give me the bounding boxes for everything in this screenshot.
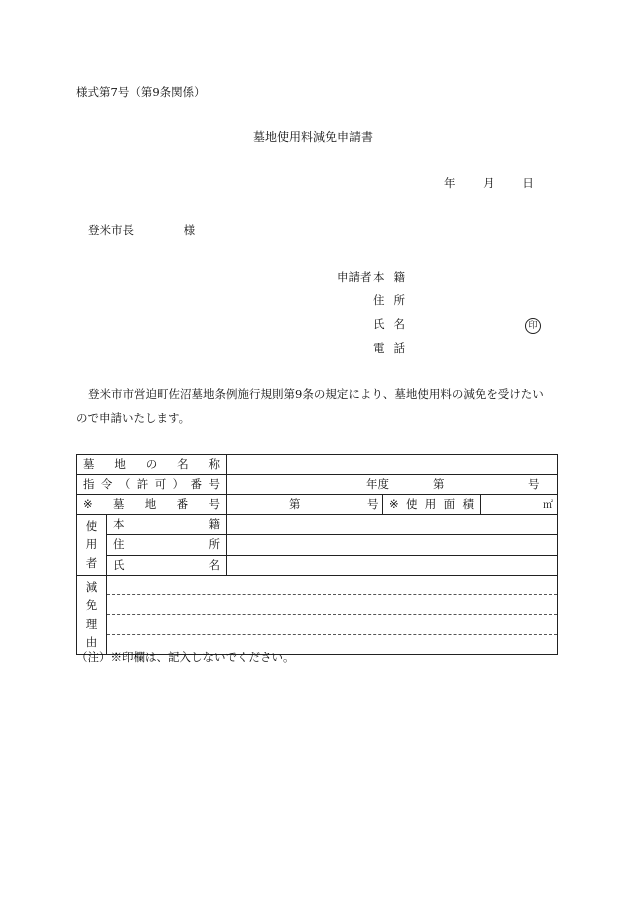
reason-field[interactable] xyxy=(107,576,558,655)
applicant-prefix: 申請者 xyxy=(337,270,372,284)
area-field[interactable] xyxy=(481,495,558,515)
row-plot-number xyxy=(77,495,558,515)
reason-label: 減 免 理 由 xyxy=(77,576,107,655)
area-label: ※ 使 用 面 積 xyxy=(383,495,481,515)
addressee-honorific: 様 xyxy=(183,223,196,237)
applicant-address-label: 住 所 xyxy=(373,293,405,307)
row-user-name xyxy=(77,555,558,575)
user-honseki-field[interactable] xyxy=(227,515,558,535)
applicant-name-label: 氏 名 xyxy=(373,317,405,331)
form-number: 様式第7号（第9条関係） xyxy=(76,85,206,99)
cemetery-name-label: 墓 地 の 名 称 xyxy=(77,455,227,475)
plot-number-label: ※ 墓 地 番 号 xyxy=(77,495,227,515)
user-address-label: 住 所 xyxy=(107,535,227,555)
permit-dai: 第 xyxy=(433,476,445,491)
reason-line xyxy=(107,615,557,635)
seal-mark xyxy=(525,318,541,334)
date-line xyxy=(444,178,534,190)
user-honseki-label: 本 籍 xyxy=(107,515,227,535)
permit-year: 年度 xyxy=(366,476,389,491)
permit-number-label: 指 令 （ 許 可 ） 番 号 xyxy=(77,475,227,495)
date-year: 年 xyxy=(444,176,456,190)
area-unit: ㎡ xyxy=(543,499,553,511)
user-name-field[interactable] xyxy=(227,555,558,575)
addressee xyxy=(88,225,195,237)
cemetery-name-field[interactable] xyxy=(227,455,558,475)
applicant-honseki-label: 本 籍 xyxy=(373,270,405,284)
seal-icon: 印 xyxy=(525,318,541,334)
plot-number-field[interactable] xyxy=(227,495,383,515)
plot-go: 号 xyxy=(367,496,379,511)
permit-number-field[interactable] xyxy=(227,475,558,495)
application-table xyxy=(76,454,558,655)
body-text-line1: 登米市市営迫町佐沼墓地条例施行規則第9条の規定により、墓地使用料の減免を受けたい xyxy=(88,387,544,401)
addressee-name: 登米市長 xyxy=(88,223,134,237)
reason-line xyxy=(107,576,557,595)
row-cemetery-name xyxy=(77,455,558,475)
user-name-label: 氏 名 xyxy=(107,555,227,575)
user-address-field[interactable] xyxy=(227,535,558,555)
user-label: 使 用 者 xyxy=(77,515,107,576)
row-reason xyxy=(77,576,558,655)
row-permit-number xyxy=(77,475,558,495)
reason-line xyxy=(107,595,557,615)
date-month: 月 xyxy=(483,176,495,190)
applicant-phone-label: 電 話 xyxy=(373,341,405,355)
date-day: 日 xyxy=(522,176,534,190)
row-user-address xyxy=(77,535,558,555)
plot-dai: 第 xyxy=(289,496,301,511)
row-user-honseki xyxy=(77,515,558,535)
body-text-line2: ので申請いたします。 xyxy=(76,411,191,425)
permit-go: 号 xyxy=(528,476,540,491)
footnote: （注）※印欄は、記入しないでください。 xyxy=(76,650,295,664)
document-title: 墓地使用料減免申請書 xyxy=(253,130,374,144)
